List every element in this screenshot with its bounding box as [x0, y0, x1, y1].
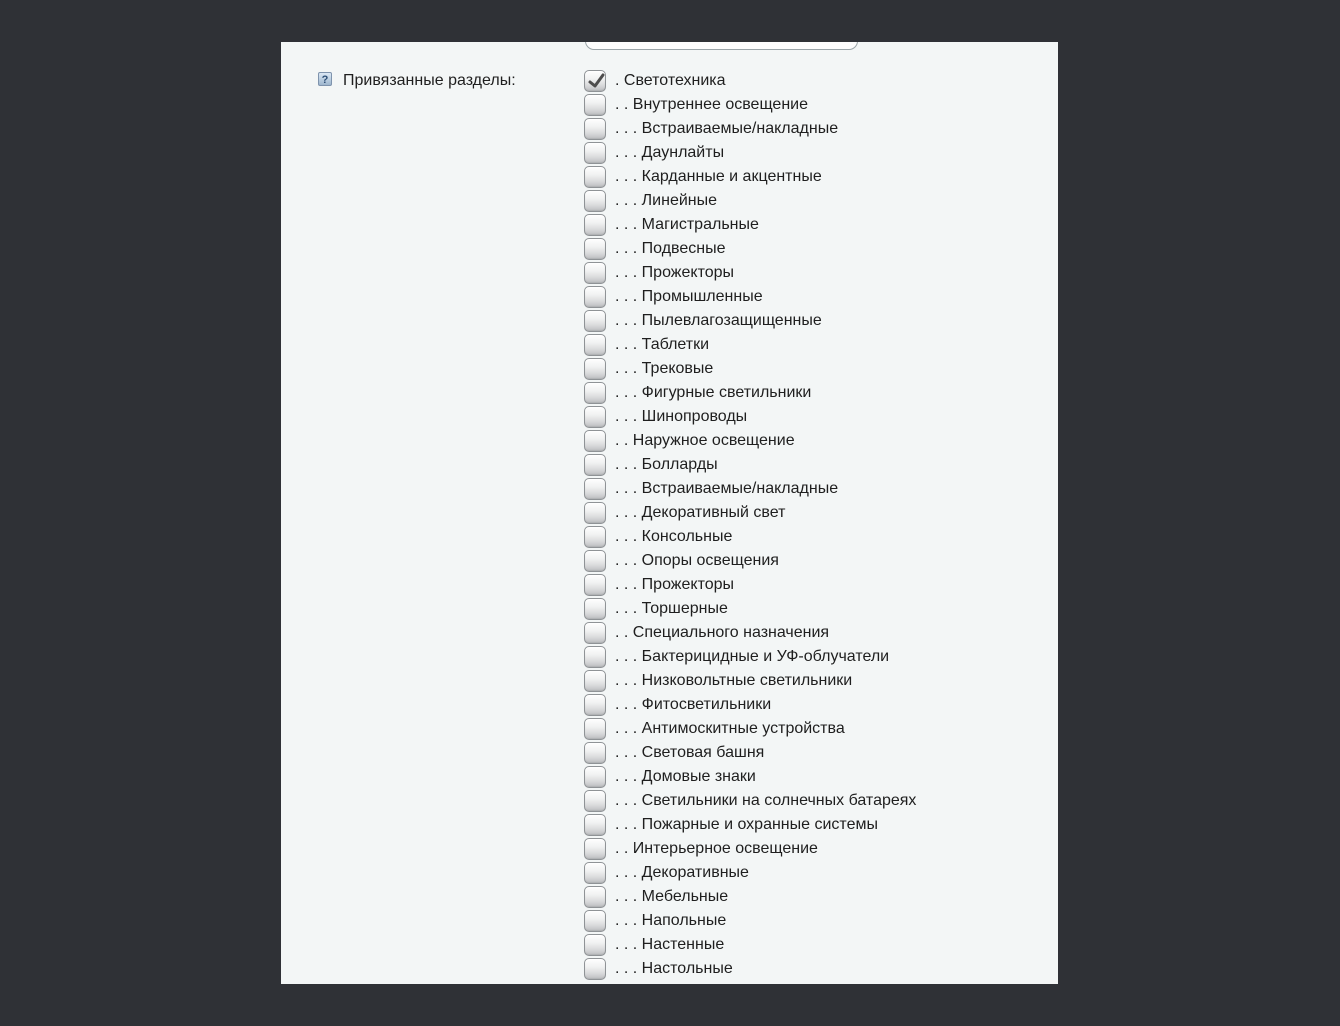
form-panel: [281, 42, 1058, 984]
tree-item-label: . . . Таблетки: [615, 336, 710, 353]
checkbox[interactable]: [584, 622, 606, 644]
checkbox[interactable]: [584, 430, 606, 452]
tree-row: [584, 310, 1054, 334]
tree-row: [584, 862, 1054, 886]
tree-row: [584, 70, 1054, 94]
tree-item-label: . . . Напольные: [615, 912, 727, 929]
checkbox[interactable]: [584, 478, 606, 500]
tree-item-label: . . . Фитосветильники: [615, 696, 772, 713]
checkbox-checked[interactable]: [584, 70, 606, 92]
checkbox[interactable]: [584, 958, 606, 980]
tree-item-label: . . . Трековые: [615, 360, 714, 377]
tree-item-label: . . . Фигурные светильники: [615, 384, 812, 401]
tree-row: [584, 166, 1054, 190]
checkbox[interactable]: [584, 406, 606, 428]
tree-item-label: . . . Пылевлагозащищенные: [615, 312, 822, 329]
tree-row: [584, 382, 1054, 406]
tree-item-label: . . . Настольные: [615, 960, 733, 977]
checkbox[interactable]: [584, 262, 606, 284]
tree-row: [584, 454, 1054, 478]
truncated-text-input[interactable]: [585, 42, 858, 50]
tree-row: [584, 694, 1054, 718]
tree-item-label: . . . Антимоскитные устройства: [615, 720, 845, 737]
tree-row: [584, 238, 1054, 262]
tree-item-label: . . . Даунлайты: [615, 144, 725, 161]
tree-row: [584, 550, 1054, 574]
checkbox[interactable]: [584, 934, 606, 956]
tree-row: [584, 526, 1054, 550]
tree-item-label: . . . Бактерицидные и УФ-облучатели: [615, 648, 890, 665]
checkbox[interactable]: [584, 910, 606, 932]
linked-sections-label: Привязанные разделы:: [343, 72, 516, 89]
tree-item-label: . . . Карданные и акцентные: [615, 168, 822, 185]
checkbox[interactable]: [584, 790, 606, 812]
checkbox[interactable]: [584, 574, 606, 596]
sections-checkbox-tree: [584, 70, 1054, 982]
tree-item-label: . . . Магистральные: [615, 216, 759, 233]
checkbox[interactable]: [584, 838, 606, 860]
tree-row: [584, 886, 1054, 910]
tree-row: [584, 502, 1054, 526]
tree-item-label: . . . Встраиваемые/накладные: [615, 120, 839, 137]
tree-item-label: . . . Подвесные: [615, 240, 726, 257]
tree-item-label: . . . Пожарные и охранные системы: [615, 816, 878, 833]
checkbox[interactable]: [584, 670, 606, 692]
tree-row: [584, 742, 1054, 766]
checkbox[interactable]: [584, 718, 606, 740]
tree-row: [584, 910, 1054, 934]
tree-row: [584, 478, 1054, 502]
checkbox[interactable]: [584, 646, 606, 668]
tree-row: [584, 94, 1054, 118]
checkbox[interactable]: [584, 286, 606, 308]
tree-item-label: . . . Опоры освещения: [615, 552, 779, 569]
tree-row: [584, 934, 1054, 958]
tree-row: [584, 190, 1054, 214]
checkbox[interactable]: [584, 766, 606, 788]
checkbox[interactable]: [584, 214, 606, 236]
tree-row: [584, 958, 1054, 982]
checkbox[interactable]: [584, 742, 606, 764]
help-icon[interactable]: ?: [318, 72, 332, 86]
checkbox[interactable]: [584, 550, 606, 572]
tree-row: [584, 430, 1054, 454]
tree-item-label: . . . Прожекторы: [615, 264, 735, 281]
tree-row: [584, 286, 1054, 310]
tree-row: [584, 358, 1054, 382]
tree-item-label: . . . Болларды: [615, 456, 718, 473]
checkbox[interactable]: [584, 358, 606, 380]
checkbox[interactable]: [584, 454, 606, 476]
checkbox[interactable]: [584, 238, 606, 260]
tree-item-label: . . . Шинопроводы: [615, 408, 748, 425]
tree-item-label: . . Внутреннее освещение: [615, 96, 808, 113]
tree-row: [584, 838, 1054, 862]
tree-row: [584, 646, 1054, 670]
checkbox[interactable]: [584, 886, 606, 908]
checkbox[interactable]: [584, 598, 606, 620]
tree-item-label: . . . Настенные: [615, 936, 725, 953]
tree-row: [584, 214, 1054, 238]
tree-row: [584, 334, 1054, 358]
tree-item-label: . . . Декоративный свет: [615, 504, 786, 521]
tree-item-label: . . . Торшерные: [615, 600, 728, 617]
checkbox[interactable]: [584, 382, 606, 404]
checkbox[interactable]: [584, 166, 606, 188]
tree-item-label: . . . Консольные: [615, 528, 733, 545]
tree-row: [584, 118, 1054, 142]
checkbox[interactable]: [584, 334, 606, 356]
checkbox[interactable]: [584, 310, 606, 332]
checkbox[interactable]: [584, 694, 606, 716]
checkbox[interactable]: [584, 502, 606, 524]
tree-row: [584, 574, 1054, 598]
checkbox[interactable]: [584, 94, 606, 116]
tree-item-label: . Светотехника: [615, 72, 726, 89]
tree-item-label: . . . Мебельные: [615, 888, 729, 905]
tree-row: [584, 406, 1054, 430]
tree-row: [584, 598, 1054, 622]
tree-item-label: . . Наружное освещение: [615, 432, 795, 449]
tree-item-label: . . . Прожекторы: [615, 576, 735, 593]
tree-row: [584, 790, 1054, 814]
tree-item-label: . . . Светильники на солнечных батареях: [615, 792, 917, 809]
tree-item-label: . . . Световая башня: [615, 744, 765, 761]
tree-row: [584, 622, 1054, 646]
tree-item-label: . . Интерьерное освещение: [615, 840, 818, 857]
tree-row: [584, 142, 1054, 166]
tree-row: [584, 262, 1054, 286]
tree-item-label: . . Специального назначения: [615, 624, 830, 641]
tree-row: [584, 814, 1054, 838]
checkbox[interactable]: [584, 526, 606, 548]
tree-item-label: . . . Встраиваемые/накладные: [615, 480, 839, 497]
checkbox[interactable]: [584, 142, 606, 164]
checkbox[interactable]: [584, 814, 606, 836]
tree-item-label: . . . Низковольтные светильники: [615, 672, 853, 689]
checkbox[interactable]: [584, 190, 606, 212]
tree-item-label: . . . Домовые знаки: [615, 768, 756, 785]
checkbox[interactable]: [584, 862, 606, 884]
checkbox[interactable]: [584, 118, 606, 140]
tree-item-label: . . . Линейные: [615, 192, 718, 209]
tree-row: [584, 766, 1054, 790]
tree-item-label: . . . Промышленные: [615, 288, 763, 305]
tree-item-label: . . . Декоративные: [615, 864, 749, 881]
tree-row: [584, 718, 1054, 742]
tree-row: [584, 670, 1054, 694]
